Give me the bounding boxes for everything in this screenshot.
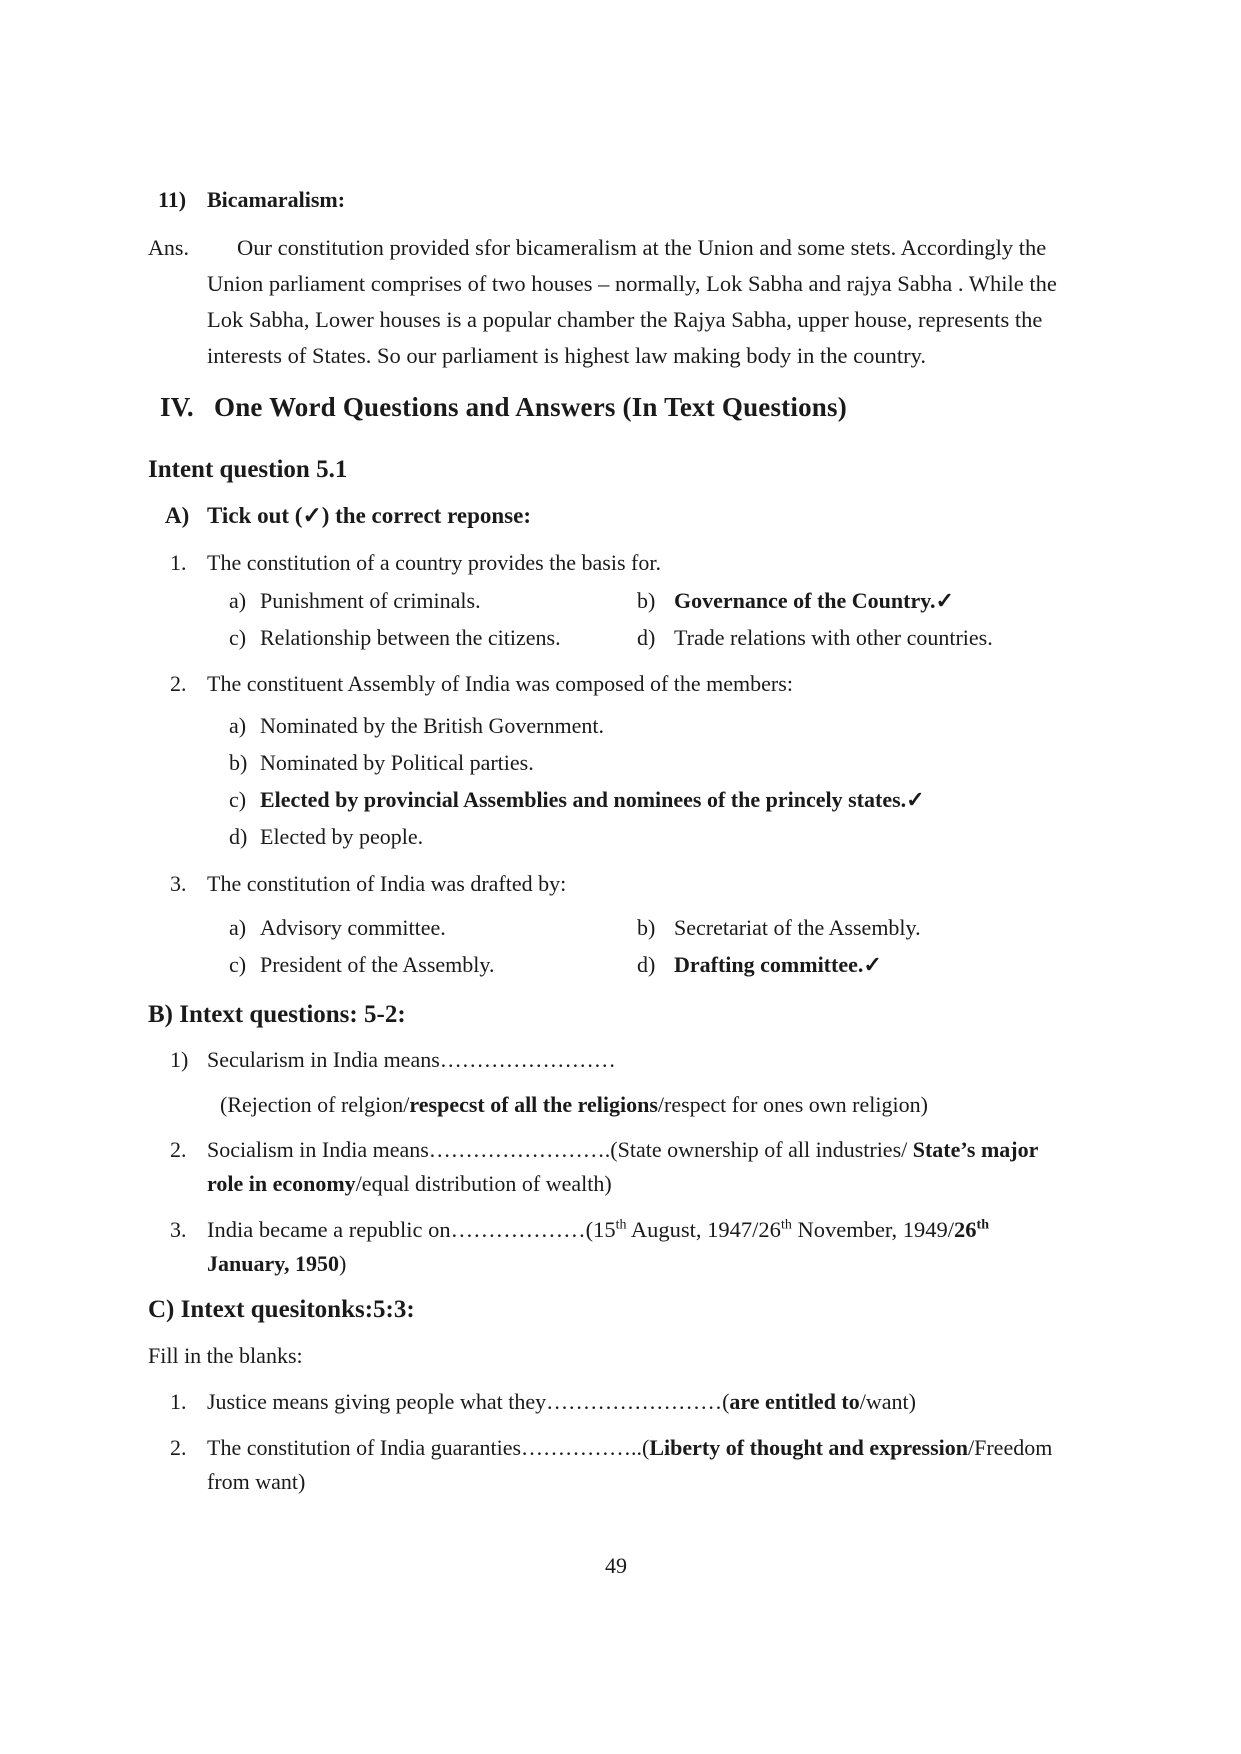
q1-option-b-correct: Governance of the Country.✓: [674, 588, 954, 613]
b-q3-line-1: India became a republic on………………(15th August, 1947/26th November, 1949/26th: [207, 1217, 989, 1242]
check-icon: ✓: [302, 503, 322, 528]
q2-option-d: Elected by people.: [260, 824, 424, 849]
c-q2-line-1: The constitution of India guaranties……………..(Liberty of thought and expression/Freedom: [207, 1435, 1053, 1460]
c-q1-text: Justice means giving people what they……………………(are entitled to/want): [207, 1389, 916, 1414]
section-b-heading: B) Intext questions: 5-2:: [148, 1001, 406, 1028]
q1-option-d: Trade relations with other countries.: [674, 625, 993, 650]
q11-answer-line-3: Lok Sabha, Lower houses is a popular chamber the Rajya Sabha, upper house, represents the: [207, 307, 1043, 332]
question-2-number: 2.: [170, 671, 187, 696]
part-a-title: Tick out (✓) the correct reponse:: [207, 503, 531, 528]
q1-option-a: Punishment of criminals.: [260, 588, 481, 613]
q1-option-c: Relationship between the citizens.: [260, 625, 561, 650]
q11-answer-line-1: Our constitution provided sfor bicameralism at the Union and some stets. Accordingly the: [237, 235, 1047, 260]
question-2-text: The constituent Assembly of India was composed of the members:: [207, 671, 793, 696]
b-q2-line-1: Socialism in India means…………………….(State ownership of all industries/ State’s major: [207, 1137, 1039, 1162]
c-q1-number: 1.: [170, 1389, 187, 1414]
b-q1-answer: (Rejection of relgion/respecst of all the religions/respect for ones own religion): [220, 1092, 928, 1117]
section-c-heading: C) Intext quesitonks:5:3:: [148, 1296, 415, 1323]
section-c-intro: Fill in the blanks:: [148, 1343, 303, 1368]
q11-number: 11): [158, 187, 187, 212]
b-q2-line-2: role in economy/equal distribution of wealth): [207, 1171, 612, 1196]
b-q2-number: 2.: [170, 1137, 187, 1162]
question-1-number: 1.: [170, 550, 187, 575]
question-3-number: 3.: [170, 871, 187, 896]
part-a-label: A): [165, 503, 190, 528]
b-q1-number: 1): [170, 1047, 189, 1072]
q1-option-b-letter: b): [637, 588, 656, 613]
q1-option-c-letter: c): [229, 625, 247, 650]
q11-title: Bicamaralism:: [207, 187, 346, 212]
c-q2-line-2: from want): [207, 1469, 306, 1494]
page-number: 49: [605, 1553, 627, 1578]
q3-option-c: President of the Assembly.: [260, 952, 495, 977]
q11-answer-line-2: Union parliament comprises of two houses – normally, Lok Sabha and rajya Sabha . While the: [207, 271, 1057, 296]
q2-option-c-correct: Elected by provincial Assemblies and nominees of the princely states.✓: [260, 787, 925, 812]
q2-option-a-letter: a): [229, 713, 247, 738]
q2-option-a: Nominated by the British Government.: [260, 713, 604, 738]
section-iv-title: One Word Questions and Answers (In Text Questions): [214, 392, 847, 422]
check-icon: ✓: [935, 588, 954, 613]
q1-option-d-letter: d): [637, 625, 656, 650]
b-q1-text: Secularism in India means……………………: [207, 1047, 616, 1072]
q1-option-a-letter: a): [229, 588, 247, 613]
section-iv-numeral: IV.: [160, 392, 194, 422]
b-q3-line-2: January, 1950): [207, 1251, 347, 1276]
q2-option-b: Nominated by Political parties.: [260, 750, 534, 775]
q3-option-d-letter: d): [637, 952, 656, 977]
check-icon: ✓: [906, 787, 925, 812]
q2-option-b-letter: b): [229, 750, 248, 775]
q3-option-b: Secretariat of the Assembly.: [674, 915, 921, 940]
q3-option-c-letter: c): [229, 952, 247, 977]
q2-option-c-letter: c): [229, 787, 247, 812]
check-icon: ✓: [863, 952, 882, 977]
q2-option-d-letter: d): [229, 824, 248, 849]
c-q2-number: 2.: [170, 1435, 187, 1460]
q3-option-d-correct: Drafting committee.✓: [674, 952, 882, 977]
question-3-text: The constitution of India was drafted by:: [207, 871, 567, 896]
q11-answer-line-4: interests of States. So our parliament is highest law making body in the country.: [207, 343, 927, 368]
q3-option-a-letter: a): [229, 915, 247, 940]
q3-option-a: Advisory committee.: [260, 915, 446, 940]
ans-label: Ans.: [148, 235, 189, 260]
intent-heading: Intent question 5.1: [148, 456, 348, 483]
q3-option-b-letter: b): [637, 915, 656, 940]
b-q3-number: 3.: [170, 1217, 187, 1242]
question-1-text: The constitution of a country provides the basis for.: [207, 550, 661, 575]
